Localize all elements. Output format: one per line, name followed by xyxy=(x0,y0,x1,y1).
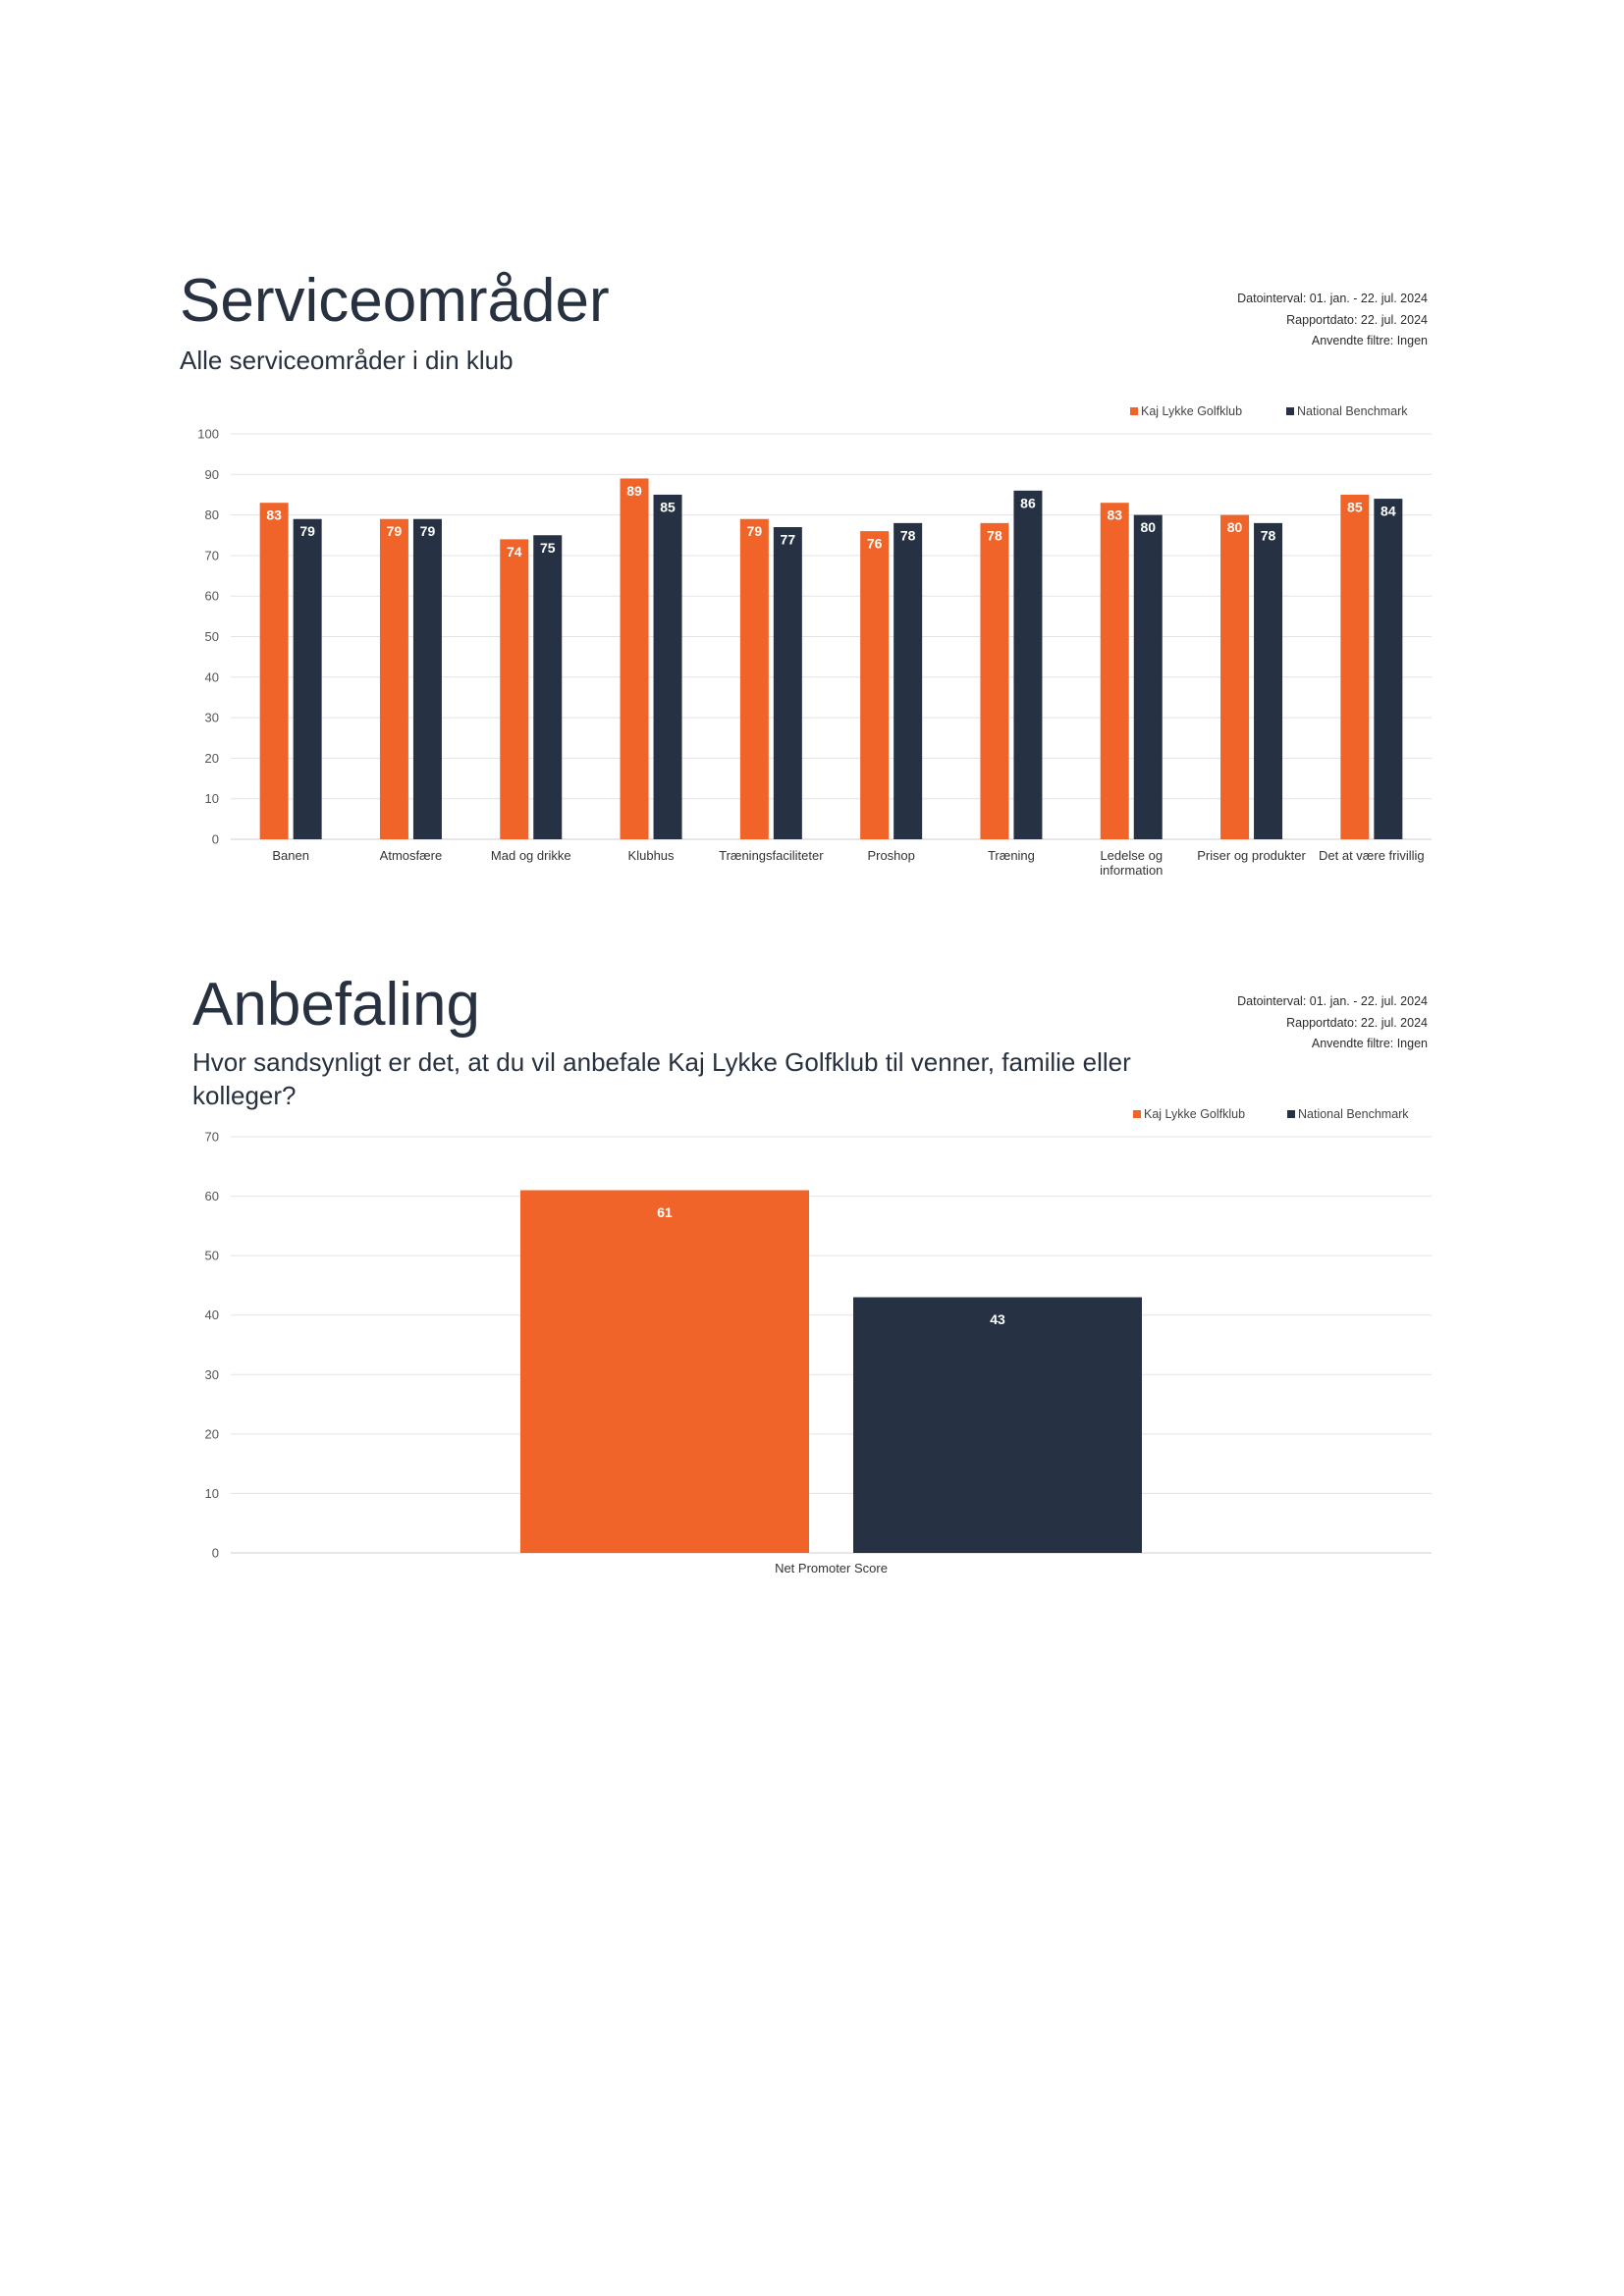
x-category-label: Træningsfaciliteter xyxy=(719,848,824,863)
data-label: 85 xyxy=(660,499,676,515)
data-label: 89 xyxy=(626,482,642,499)
data-label: 83 xyxy=(1107,507,1123,523)
applied-filters: Anvendte filtre: Ingen xyxy=(1311,334,1428,347)
data-label: 74 xyxy=(506,543,522,560)
x-category-label: Net Promoter Score xyxy=(775,1561,888,1575)
x-category-label: Atmosfære xyxy=(379,848,443,863)
legend-label-benchmark: National Benchmark xyxy=(1298,1107,1409,1121)
data-label: 77 xyxy=(780,531,796,548)
bar-benchmark xyxy=(853,1298,1142,1553)
y-tick-label: 50 xyxy=(204,1248,219,1263)
data-label: 84 xyxy=(1380,503,1396,519)
x-category-label: Ledelse og xyxy=(1100,848,1164,863)
data-label: 76 xyxy=(866,535,883,552)
legend-label-club: Kaj Lykke Golfklub xyxy=(1144,1107,1246,1121)
y-tick-label: 20 xyxy=(204,750,219,766)
report-date: Rapportdato: 22. jul. 2024 xyxy=(1286,312,1428,327)
data-label: 78 xyxy=(899,527,916,544)
y-tick-label: 50 xyxy=(204,629,219,644)
y-tick-label: 60 xyxy=(204,1189,219,1204)
data-label: 78 xyxy=(987,527,1002,544)
x-category-label: information xyxy=(1100,863,1164,878)
report-date: Rapportdato: 22. jul. 2024 xyxy=(1286,1015,1428,1030)
data-label: 86 xyxy=(1020,495,1036,511)
section-title: Serviceområder xyxy=(180,267,610,335)
applied-filters: Anvendte filtre: Ingen xyxy=(1311,1037,1428,1050)
legend-label-club: Kaj Lykke Golfklub xyxy=(1141,404,1243,418)
x-category-label: Mad og drikke xyxy=(490,848,571,863)
x-category-label: Klubhus xyxy=(627,848,675,863)
y-tick-label: 0 xyxy=(211,831,219,847)
y-tick-label: 30 xyxy=(204,710,219,725)
section-title: Anbefaling xyxy=(192,971,481,1039)
section-subtitle: Alle serviceområder i din klub xyxy=(180,346,514,375)
y-tick-label: 10 xyxy=(204,1485,219,1501)
data-label: 79 xyxy=(419,523,436,540)
y-tick-label: 70 xyxy=(204,1129,219,1145)
y-tick-label: 10 xyxy=(204,791,219,807)
x-category-label: Det at være frivillig xyxy=(1319,848,1425,863)
y-tick-label: 30 xyxy=(204,1366,219,1382)
legend-label-benchmark: National Benchmark xyxy=(1297,404,1408,418)
data-label: 78 xyxy=(1260,527,1276,544)
data-label: 61 xyxy=(657,1204,673,1221)
y-tick-label: 40 xyxy=(204,1308,219,1323)
y-tick-label: 100 xyxy=(197,426,219,442)
data-label: 83 xyxy=(266,507,282,523)
data-label: 43 xyxy=(990,1311,1005,1328)
date-interval: Datointerval: 01. jan. - 22. jul. 2024 xyxy=(1237,994,1428,1008)
data-label: 79 xyxy=(299,523,315,540)
y-tick-label: 40 xyxy=(204,669,219,685)
y-tick-label: 80 xyxy=(204,507,219,523)
data-label: 85 xyxy=(1347,499,1363,515)
y-tick-label: 0 xyxy=(211,1545,219,1561)
data-label: 79 xyxy=(386,523,403,540)
data-label: 79 xyxy=(746,523,763,540)
date-interval: Datointerval: 01. jan. - 22. jul. 2024 xyxy=(1237,292,1428,305)
x-category-label: Priser og produkter xyxy=(1197,848,1306,863)
bar-club xyxy=(520,1191,809,1553)
y-tick-label: 70 xyxy=(204,548,219,563)
x-category-label: Banen xyxy=(272,848,309,863)
x-category-label: Træning xyxy=(987,848,1035,863)
x-category-label: Proshop xyxy=(867,848,915,863)
section-subtitle: Hvor sandsynligt er det, at du vil anbefale Kaj Lykke Golfklub til venner, familie eller kolleger? xyxy=(192,1047,1131,1110)
y-tick-label: 90 xyxy=(204,466,219,482)
y-tick-label: 60 xyxy=(204,588,219,604)
data-label: 80 xyxy=(1140,519,1157,536)
data-label: 80 xyxy=(1226,519,1243,536)
y-tick-label: 20 xyxy=(204,1426,219,1442)
data-label: 75 xyxy=(539,539,556,556)
